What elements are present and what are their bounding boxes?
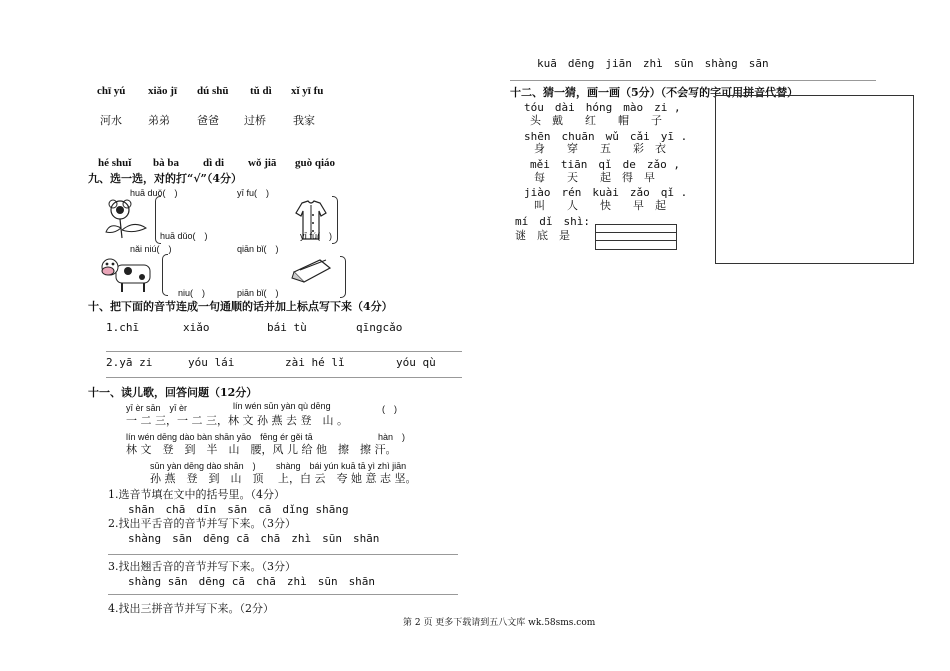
poem-pinyin-2b: hàn )	[378, 432, 406, 442]
syllable-1-baitu: bái tù	[267, 321, 307, 334]
answer-line-11-2[interactable]	[108, 554, 458, 555]
section12-heading: 十二、猜一猜，画一画（5分）（不会写的字可用拼音代替）	[510, 86, 799, 99]
flower-icon	[104, 198, 150, 240]
question-2-syllables: shàng sān dēng cā chā zhì sūn shān	[128, 532, 380, 545]
pinyin-xiao-ji: xiǎo jī	[148, 85, 178, 97]
pencil-icon	[290, 258, 334, 286]
answer-line-10-1[interactable]	[106, 351, 462, 352]
syllable-1-xiao: xiǎo	[183, 321, 210, 334]
riddle-line-2: 身 穿 五 彩 衣	[534, 142, 666, 155]
riddle-pinyin-3: měi tiān qǐ de zǎo ,	[530, 158, 680, 171]
section11-heading: 十一、读儿歌，回答问题（12分）	[88, 386, 258, 399]
word-guoqiao: 过桥	[244, 114, 266, 127]
pinyin-di-di: dì di	[203, 157, 225, 169]
pinyin-ba-ba: bà ba	[153, 157, 179, 169]
syllable-2-zaiheli: zài hé lǐ	[285, 356, 345, 369]
pinyin-xi-yi-fu: xǐ yī fu	[291, 85, 324, 97]
word-heshui: 河水	[100, 114, 122, 127]
brace-clothes	[332, 196, 338, 244]
answer-pinyin: mí dǐ shì:	[515, 215, 590, 228]
poem-pinyin-3: sūn yàn dēng dào shān )	[150, 461, 256, 471]
top-answer-line[interactable]	[510, 80, 876, 81]
drawing-box[interactable]	[715, 95, 914, 264]
question-1: 1.选音节填在文中的括号里。（4分）	[108, 488, 285, 501]
syllable-2-youqu: yóu qù	[396, 356, 436, 369]
answer-line-10-2[interactable]	[106, 377, 462, 378]
question-2: 2.找出平舌音的音节并写下来。（3分）	[108, 517, 296, 530]
option-flower-top: huā duǒ( )	[130, 188, 178, 198]
poem-paren-1[interactable]: ( )	[382, 404, 397, 414]
top-syllables: kuā dēng jiān zhì sūn shàng sān	[537, 57, 769, 70]
question-1-syllables: shān chā dīn sān cā dǐng shāng	[128, 503, 349, 516]
word-wojia: 我家	[293, 114, 315, 127]
pinyin-wo-jia: wǒ jiā	[248, 157, 277, 169]
brace-cow	[162, 254, 168, 296]
riddle-pinyin-1: tóu dài hóng mào zi ,	[524, 101, 681, 114]
section10-heading: 十、把下面的音节连成一句通顺的话并加上标点写下来（4分）	[88, 300, 393, 313]
option-cow-bot: niu( )	[178, 288, 206, 298]
pinyin-chi-yu: chī yú	[97, 85, 126, 97]
brace-pencil	[340, 256, 346, 298]
word-didi: 弟弟	[148, 114, 170, 127]
poem-line-1: 一 二 三，一 二 三，林 文 孙 燕 去 登 山 。	[126, 414, 348, 427]
answer-box-line-2	[595, 240, 676, 241]
answer-label: 谜 底 是	[515, 229, 570, 242]
syllable-1-chi: 1.chī	[106, 321, 140, 334]
answer-box[interactable]	[595, 224, 677, 250]
poem-pinyin-2: lín wén dēng dào bàn shān yāo fēng ér gěi tā	[126, 432, 313, 442]
answer-line-11-3[interactable]	[108, 594, 458, 595]
syllable-2-youlai: yóu lái	[188, 356, 235, 369]
riddle-pinyin-2: shēn chuān wǔ cǎi yī .	[524, 130, 688, 143]
riddle-pinyin-4: jiào rén kuài zǎo qǐ .	[524, 186, 688, 199]
question-3-syllables: shàng sān dēng cā chā zhì sūn shān	[128, 575, 376, 588]
cow-icon	[98, 255, 154, 295]
syllable-2-yazi: 2.yā zi	[106, 356, 153, 369]
question-4: 4.找出三拼音节并写下来。（2分）	[108, 602, 274, 615]
option-pencil-top: qiān bǐ( )	[237, 244, 279, 254]
question-3: 3.找出翘舌音的音节并写下来。（3分）	[108, 560, 296, 573]
option-flower-mid: huā dǔo( )	[160, 231, 208, 241]
riddle-line-1: 头 戴 红 帽 子	[530, 114, 662, 127]
poem-pinyin-1b: lín wén sūn yàn qù dēng	[233, 401, 331, 411]
word-baba: 爸爸	[197, 114, 219, 127]
page-footer: 第 2 页 更多下载请到五八文库 wk.58sms.com	[403, 618, 596, 628]
pinyin-tu-di: tǔ dì	[250, 85, 272, 97]
pinyin-he-shui: hé shuǐ	[98, 157, 132, 169]
poem-line-3: 孙 燕 登 到 山 顶 上，白 云 夸 她 意 志 坚。	[150, 472, 417, 485]
section9-heading: 九、选一选，对的打“√”（4分）	[88, 172, 243, 185]
poem-pinyin-1: yī èr sān yī èr	[126, 403, 188, 413]
pinyin-du-shu: dú shū	[197, 85, 229, 97]
option-cow-top: nǎi niú( )	[130, 244, 172, 254]
syllable-1-qingcao: qīngcǎo	[356, 321, 403, 334]
option-clothes-mid: yī fú( )	[300, 231, 333, 241]
poem-pinyin-3b: shàng bái yún kuā tā yì zhì jiān	[276, 461, 407, 471]
answer-box-line-1	[595, 232, 676, 233]
riddle-line-3: 每 天 起 得 早	[534, 171, 655, 184]
pinyin-guo-qiao: guò qiáo	[295, 157, 336, 169]
option-pencil-bot: piān bǐ( )	[237, 288, 279, 298]
poem-line-2: 林 文 登 到 半 山 腰，风 儿 给 他 擦 擦 汗。	[126, 443, 397, 456]
riddle-line-4: 叫 人 快 早 起	[534, 199, 666, 212]
option-clothes-top: yī fu( )	[237, 188, 270, 198]
